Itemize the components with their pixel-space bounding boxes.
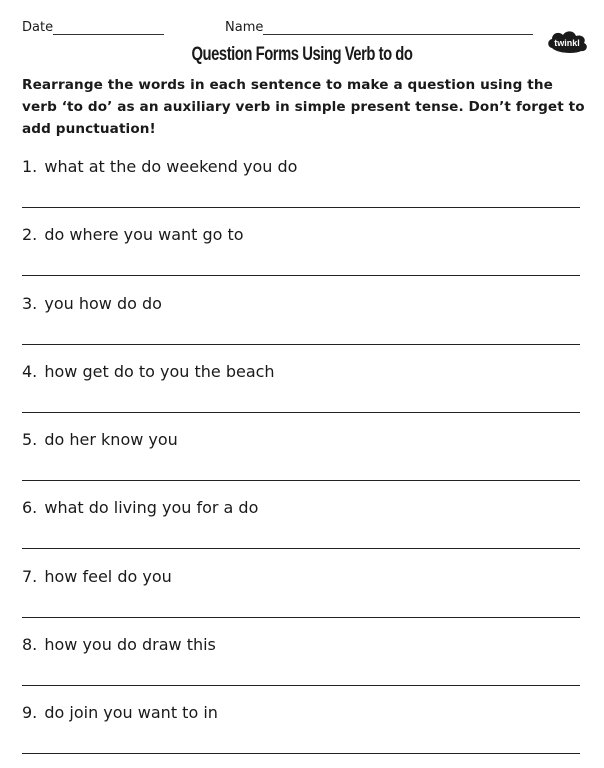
question-item-6	[22, 494, 582, 562]
answer-line[interactable]	[22, 344, 580, 345]
question-list	[22, 153, 582, 768]
question-number: 5.	[22, 430, 38, 450]
name-field[interactable]	[225, 20, 533, 35]
question-item-1	[22, 153, 582, 221]
instructions-text: Rearrange the words in each sentence to make a question using the verb ‘to do’ as an auxiliary verb in simple present tense. Don’t forget to add punctuation!	[22, 77, 585, 137]
question-text	[22, 703, 218, 722]
question-number: 4.	[22, 361, 38, 381]
question-item-3	[22, 290, 582, 358]
answer-line[interactable]	[22, 207, 580, 208]
question-number: 1.	[22, 157, 38, 176]
question-words: how feel do you	[44, 566, 172, 586]
question-number: 2.	[22, 225, 38, 245]
twinkl-logo	[546, 28, 590, 55]
question-text	[22, 567, 172, 586]
name-write-line[interactable]	[263, 22, 533, 35]
answer-line[interactable]	[22, 548, 580, 549]
question-text	[22, 294, 162, 313]
question-item-4	[22, 358, 582, 426]
question-text	[22, 362, 275, 381]
question-words: do where you want go to	[44, 225, 244, 245]
question-text	[22, 225, 244, 244]
answer-line[interactable]	[22, 753, 580, 754]
header-fields	[22, 20, 542, 42]
answer-line[interactable]	[22, 412, 580, 413]
question-words: how get do to you the beach	[44, 361, 275, 381]
question-words: how you do draw this	[44, 635, 216, 655]
question-words: what at the do weekend you do	[44, 157, 298, 176]
question-text	[22, 157, 297, 176]
date-write-line[interactable]	[53, 22, 164, 35]
question-item-9	[22, 699, 582, 767]
question-item-5	[22, 426, 582, 494]
question-text	[22, 430, 178, 449]
date-label: Date	[22, 20, 54, 35]
answer-line[interactable]	[22, 685, 580, 686]
page-title: Question Forms Using Verb to do	[191, 44, 413, 65]
answer-line[interactable]	[22, 275, 580, 276]
question-words: do her know you	[44, 430, 178, 450]
twinkl-logo-text: twinkl	[554, 38, 580, 48]
question-number: 9.	[22, 703, 38, 723]
question-item-7	[22, 563, 582, 631]
question-number: 7.	[22, 566, 38, 586]
question-words: you how do do	[44, 293, 162, 313]
question-text	[22, 498, 258, 517]
question-item-8	[22, 631, 582, 699]
answer-line[interactable]	[22, 617, 580, 618]
date-field[interactable]	[22, 20, 164, 35]
name-label: Name	[225, 20, 264, 35]
question-text	[22, 635, 216, 654]
twinkl-logo-graphic	[546, 28, 590, 55]
answer-line[interactable]	[22, 480, 580, 481]
question-number: 6.	[22, 498, 38, 518]
question-words: do join you want to in	[44, 703, 218, 723]
question-item-2	[22, 221, 582, 289]
question-number: 8.	[22, 635, 38, 655]
question-words: what do living you for a do	[44, 498, 259, 518]
question-number: 3.	[22, 293, 38, 313]
